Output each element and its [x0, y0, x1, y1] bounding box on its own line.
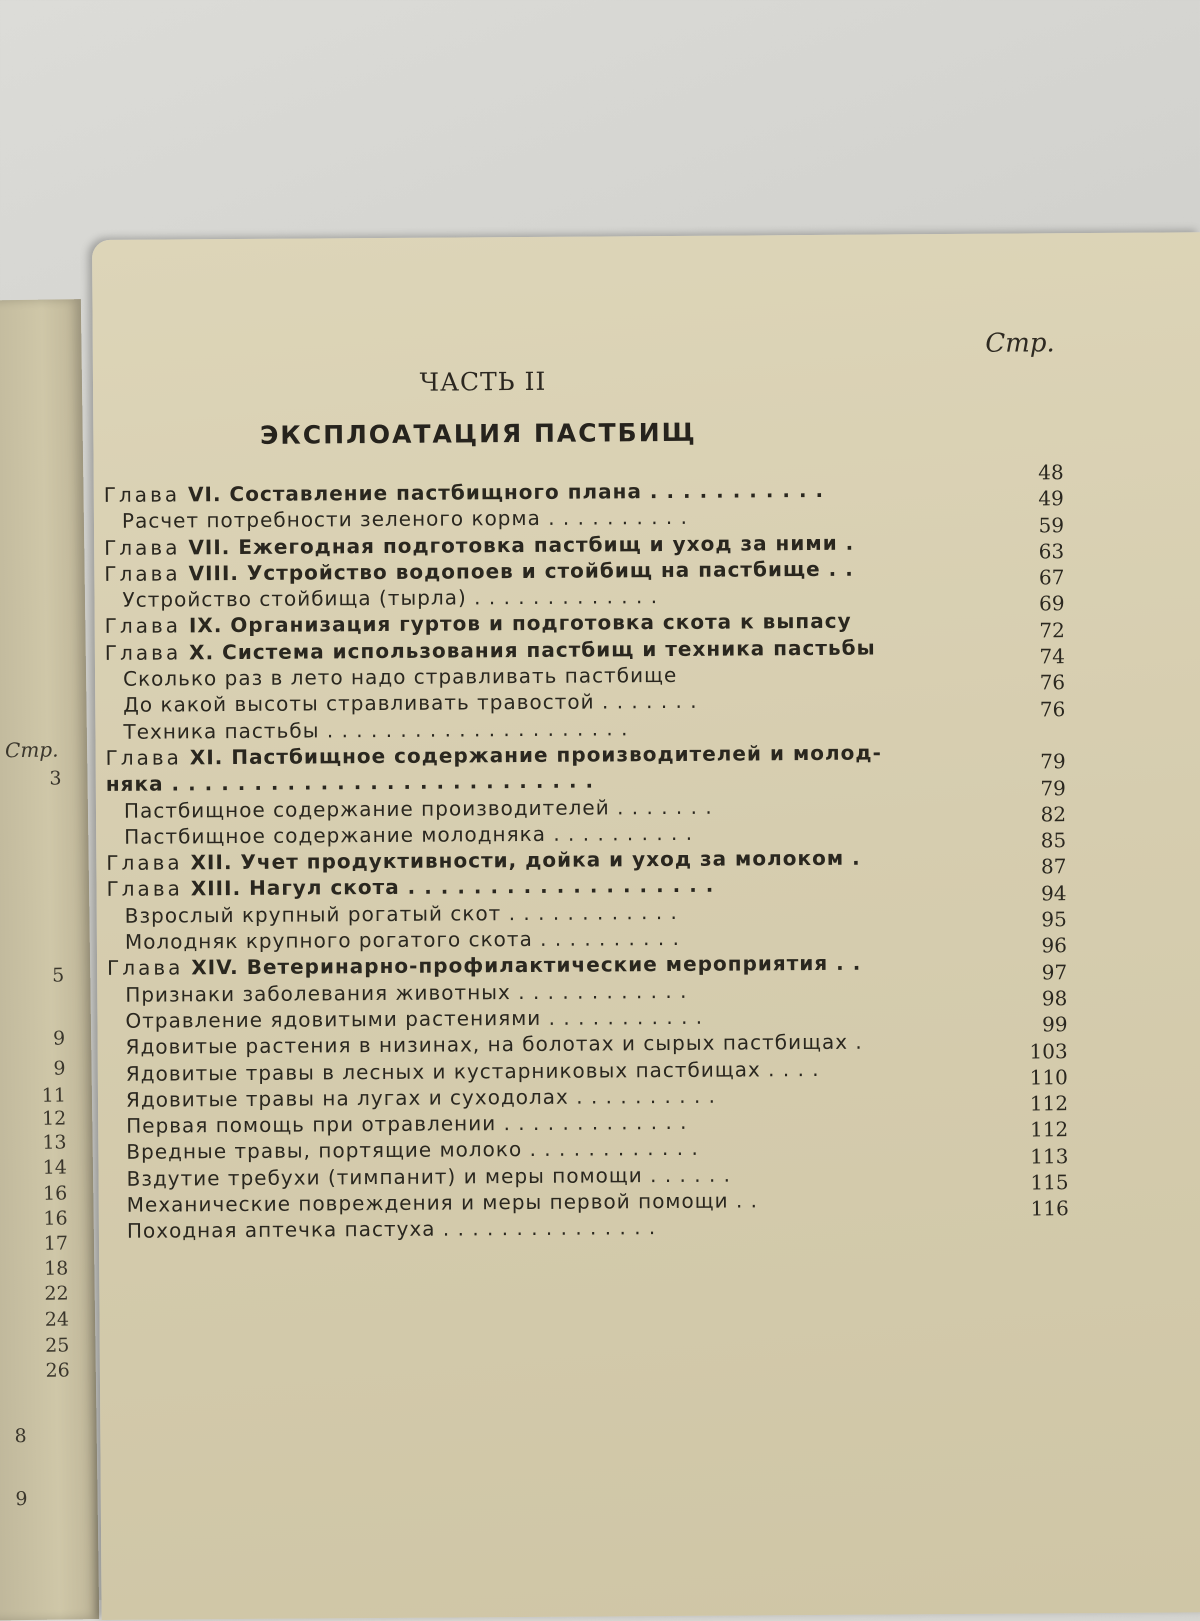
part-name: ЭКСПЛОАТАЦИЯ ПАСТБИЩ: [93, 417, 863, 451]
toc-entry: [109, 1210, 1069, 1243]
chapter-title: VII. Ежегодная подготовка пастбищ и уход за ними .: [180, 530, 854, 559]
toc-page-number: 112: [1022, 1117, 1068, 1144]
chapter-label: Глава: [106, 877, 182, 902]
chapter-title: VI. Составление пастбищного плана . . . . . . . . . . .: [180, 478, 824, 506]
left-page-number: 12: [6, 1107, 66, 1130]
section-title: Первая помощь при отравлении . . . . . . . . . . . . .: [126, 1110, 687, 1138]
toc-page-number: 74: [1019, 643, 1065, 670]
left-page-number: 18: [8, 1257, 68, 1280]
left-page-number: 25: [9, 1334, 69, 1357]
toc-page-number: 115: [1023, 1169, 1069, 1196]
section-title: Взрослый крупный рогатый скот . . . . . . . . . . . .: [125, 900, 678, 928]
chapter-label: Глава: [106, 745, 182, 770]
section-title: До какой высоты стравливать травостой . . . . . . .: [123, 689, 698, 717]
section-title: Походная аптечка пастуха . . . . . . . . . . . . . . .: [127, 1215, 656, 1243]
toc-entry-text: [127, 1214, 656, 1244]
toc-page-number: 76: [1019, 670, 1065, 697]
section-title: Признаки заболевания животных . . . . . . . . . . . .: [125, 979, 687, 1007]
section-title: Пастбищное содержание производителей . . . . . . .: [124, 794, 713, 822]
section-title: Молодняк крупного рогатого скота . . . . . . . . . .: [125, 926, 680, 954]
toc-page-number: 72: [1019, 617, 1065, 644]
left-page-number: 22: [9, 1282, 69, 1305]
toc-page-number: 67: [1018, 564, 1064, 591]
table-of-contents: [104, 473, 1069, 1242]
section-title: Пастбищное содержание молодняка . . . . . . . . . .: [124, 821, 693, 849]
toc-page-number: 69: [1018, 591, 1064, 618]
chapter-label: Глава: [106, 851, 182, 876]
left-page-number: 16: [7, 1182, 67, 1205]
left-page-number: 9: [5, 1057, 65, 1080]
left-page-number: 9: [5, 1027, 65, 1050]
left-page-number: 3: [1, 767, 61, 790]
left-page-number: 9: [0, 1488, 28, 1511]
toc-page-number: 97: [1021, 959, 1067, 986]
toc-page-number: 98: [1021, 985, 1067, 1012]
chapter-title: IX. Организация гуртов и подготовка скота к выпасу: [181, 609, 852, 638]
section-title: Ядовитые травы в лесных и кустарниковых пастбищах . . . .: [126, 1056, 820, 1085]
toc-page-number: 103: [1022, 1038, 1068, 1065]
toc-page-number: 48: [1018, 459, 1064, 486]
chapter-label: Глава: [104, 482, 180, 507]
left-page-heading: Стр.: [5, 738, 59, 763]
toc-page-number: 112: [1022, 1090, 1068, 1117]
left-page-number: 17: [8, 1232, 68, 1255]
toc-page-number: 85: [1020, 827, 1066, 854]
toc-page-number: 99: [1021, 1011, 1067, 1038]
chapter-title: VIII. Устройство водопоев и стойбищ на пастбище . .: [181, 557, 854, 586]
left-page: [0, 299, 99, 1621]
toc-page-number: 76: [1019, 696, 1065, 723]
toc-page-number: 79: [1020, 775, 1066, 802]
chapter-title: XIV. Ветеринарно-профилактические мероприятия . .: [183, 951, 861, 980]
chapter-label: Глава: [104, 535, 180, 560]
chapter-label: Глава: [107, 956, 183, 981]
toc-page-number: 59: [1018, 512, 1064, 539]
section-title: Вредные травы, портящие молоко . . . . . . . . . . . .: [126, 1136, 699, 1164]
chapter-title: X. Система использования пастбищ и техника пастьбы: [181, 635, 876, 664]
left-page-number: 13: [6, 1131, 66, 1154]
section-title: Ядовитые травы на лугах и суходолах . . . . . . . . . .: [126, 1083, 716, 1111]
section-title: Вздутие требухи (тимпанит) и меры помощи . . . . . .: [126, 1162, 731, 1190]
section-title: Устройство стойбища (тырла) . . . . . . . . . . . . .: [122, 584, 658, 612]
left-page-number: 14: [7, 1156, 67, 1179]
left-page-number: 8: [0, 1425, 27, 1448]
chapter-label: Глава: [105, 614, 181, 639]
part-title: ЧАСТЬ II: [93, 365, 873, 399]
section-title: няка . . . . . . . . . . . . . . . . . . . . . . . . . .: [106, 769, 594, 796]
toc-page-number: 87: [1020, 854, 1066, 881]
chapter-label: Глава: [104, 561, 180, 586]
chapter-label: Глава: [105, 640, 181, 665]
section-title: Отравление ядовитыми растениями . . . . . . . . . . .: [125, 1005, 703, 1033]
toc-page-number: 116: [1023, 1196, 1069, 1223]
left-page-number: 5: [4, 964, 64, 987]
section-title: Расчет потребности зеленого корма . . . . . . . . . .: [122, 505, 688, 533]
toc-page-number: 79: [1020, 748, 1066, 775]
chapter-title: XI. Пастбищное содержание производителей и молод-: [182, 740, 882, 769]
toc-page-number: 96: [1021, 933, 1067, 960]
left-page-number: 16: [7, 1207, 67, 1230]
toc-page-number: 113: [1022, 1143, 1068, 1170]
section-title: Техника пастьбы . . . . . . . . . . . . . . . . . . . . .: [123, 716, 628, 744]
toc-page-number: 95: [1021, 906, 1067, 933]
toc-page-number: 94: [1020, 880, 1066, 907]
chapter-title: XIII. Нагул скота . . . . . . . . . . . . . . . . . . .: [183, 873, 715, 901]
left-page-number: 26: [10, 1359, 70, 1382]
section-title: Механические повреждения и меры первой помощи . .: [127, 1188, 758, 1216]
chapter-title: XII. Учет продуктивности, дойка и уход за молоком .: [183, 846, 861, 875]
book-page: [92, 232, 1200, 1620]
left-page-number: 11: [6, 1084, 66, 1107]
toc-page-number: 49: [1018, 486, 1064, 513]
left-page-numbers: [0, 299, 81, 301]
toc-page-number: 82: [1020, 801, 1066, 828]
page-column-label: Стр.: [985, 328, 1055, 358]
left-page-number: 24: [9, 1308, 69, 1331]
toc-page-number: 110: [1022, 1064, 1068, 1091]
section-title: Ядовитые растения в низинах, на болотах и сырых пастбищах .: [126, 1030, 863, 1059]
section-title: Сколько раз в лето надо стравливать пастбище: [123, 663, 677, 691]
toc-page-number: 63: [1018, 538, 1064, 565]
